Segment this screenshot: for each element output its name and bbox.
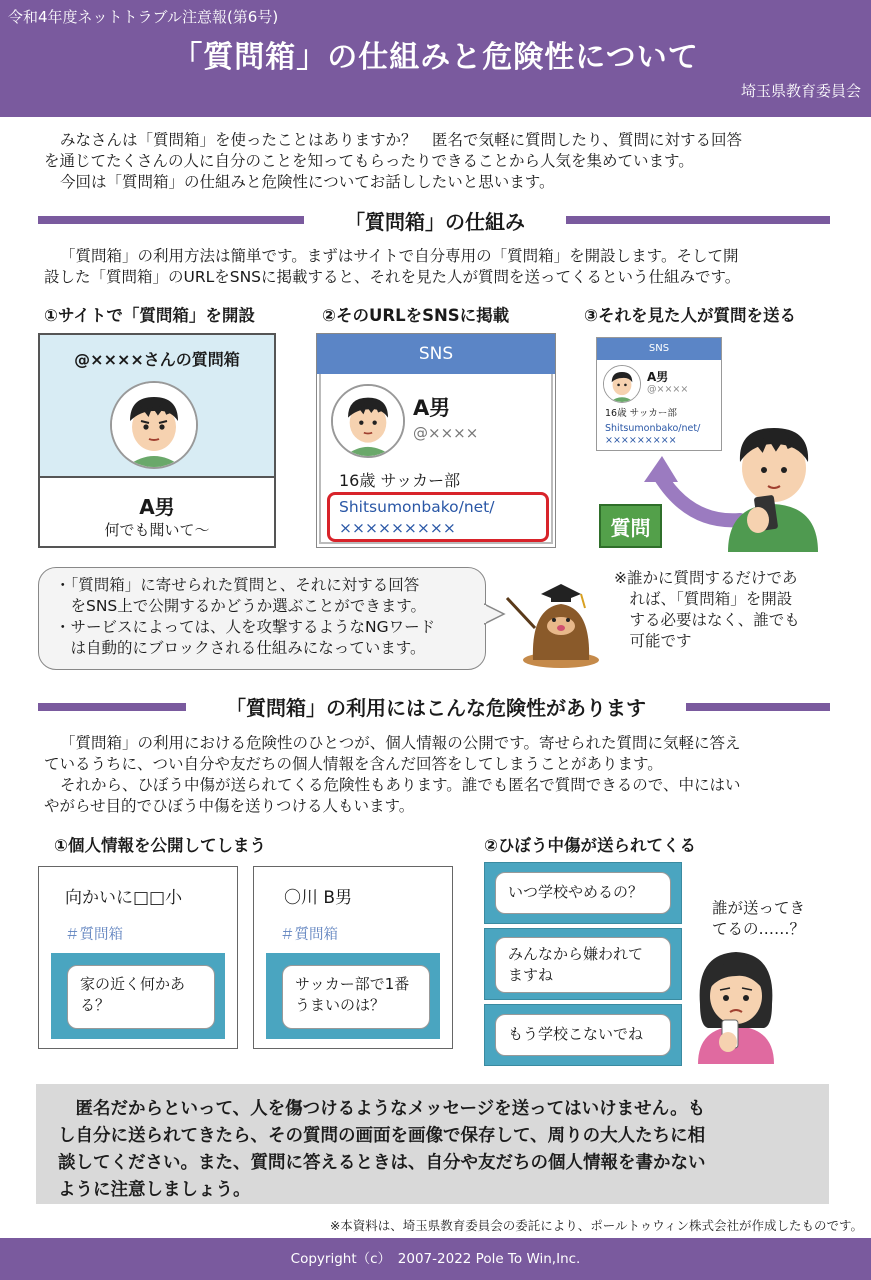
- question-box-label: @××××さんの質問箱: [74, 350, 240, 369]
- page-title: 「質問箱」の仕組みと危険性について: [172, 40, 699, 75]
- callout-line: は自動的にブロックされる仕組みになっています。: [55, 639, 426, 657]
- thought-text: [712, 898, 805, 940]
- mole-teacher-icon: [505, 568, 605, 668]
- question-box-url: [327, 492, 549, 542]
- body-line: それから、ひぼう中傷が送られてくる危険性もあります。誰でも匿名で質問できるので、中にはい: [60, 776, 741, 794]
- boy-avatar-icon: [603, 365, 641, 403]
- message-card: [484, 1004, 682, 1066]
- answer-text: 〇川 B男: [284, 888, 353, 908]
- danger2-label: ②ひぼう中傷が送られてくる: [484, 836, 696, 855]
- warning-line: 談してください。また、質問に答えるときは、自分や友だちの個人情報を書かない: [58, 1153, 706, 1173]
- note-line: れば、「質問箱」を開設: [614, 590, 793, 608]
- info-callout: [38, 567, 486, 670]
- message-card: [484, 928, 682, 1000]
- question-badge: 質問: [599, 504, 662, 548]
- question-panel: [51, 953, 225, 1039]
- body-line: 「質問箱」の利用方法は簡単です。まずはサイトで自分専用の「質問箱」を開設します。そして開: [60, 247, 739, 265]
- sns-header-small: SNS: [597, 338, 721, 360]
- question-line: 家の近く何かあ: [80, 975, 186, 993]
- header-band: [0, 0, 871, 117]
- note-line: 可能です: [614, 632, 692, 650]
- intro-line: みなさんは「質問箱」を使ったことはありますか？ 匿名で気軽に質問したり、質問に対する回答: [60, 131, 743, 149]
- message-bubble: もう学校こないでね: [495, 1014, 671, 1056]
- footnote: ※本資料は、埼玉県教育委員会の委託により、ポールトゥウィン株式会社が作成したものです。: [329, 1218, 863, 1233]
- hashtag: ＃質問箱: [65, 927, 123, 943]
- user-name: A男: [139, 495, 175, 519]
- question-bubble: [282, 965, 430, 1029]
- sns-profile-small: [596, 337, 722, 451]
- profile-name: A男: [413, 396, 451, 420]
- section1-title: 「質問箱」の仕組み: [345, 210, 525, 234]
- section-divider: [38, 703, 186, 711]
- question-bubble: [67, 965, 215, 1029]
- profile-bio-small: 16歳 サッカー部: [605, 408, 677, 419]
- note-line: ※誰かに質問するだけであ: [614, 569, 798, 587]
- url-line-small: ×××××××××: [605, 435, 677, 446]
- body-line: 「質問箱」の利用における危険性のひとつが、個人情報の公開です。寄せられた質問に気軽に答え: [60, 734, 741, 752]
- thought-line: 誰が送ってき: [712, 899, 806, 917]
- section-divider: [686, 703, 830, 711]
- danger1-label: ①個人情報を公開してしまう: [54, 836, 266, 855]
- message-card: [484, 862, 682, 924]
- callout-tail: [484, 600, 506, 630]
- section2-title: 「質問箱」の利用にはこんな危険性があります: [226, 696, 646, 720]
- section2-body: [44, 733, 844, 817]
- message-bubble: いつ学校やめるの？: [495, 872, 671, 914]
- profile-handle-small: @××××: [647, 384, 689, 395]
- question-line: うまいのは？: [295, 996, 386, 1014]
- warning-line: し自分に送られてきたら、その質問の画面を画像で保存して、周りの大人たちに相: [58, 1126, 706, 1146]
- step3-label: ③それを見た人が質問を送る: [584, 306, 796, 325]
- smartphone-boy-icon: [718, 420, 828, 552]
- message-line: ますね: [508, 966, 554, 984]
- intro-line: 今回は「質問箱」の仕組みと危険性についてお話ししたいと思います。: [60, 173, 555, 191]
- sns-header: SNS: [317, 334, 555, 374]
- url-line-small: Shitsumonbako/net/: [605, 423, 701, 434]
- answer-text: 向かいに□□小: [65, 888, 183, 908]
- answer-card: [253, 866, 453, 1049]
- callout-line: をSNS上で公開するかどうか選ぶことができます。: [55, 597, 427, 615]
- answer-card: [38, 866, 238, 1049]
- question-line: サッカー部で1番: [295, 975, 410, 993]
- intro-line: を通じてたくさんの人に自分のことを知ってもらったりできることから人気を集めています。: [44, 152, 694, 170]
- step1-label: ①サイトで「質問箱」を開設: [44, 306, 255, 325]
- body-line: 設した「質問箱」のURLをSNSに掲載すると、それを見た人が質問を送ってくるという仕組みです。: [44, 268, 741, 286]
- hashtag: ＃質問箱: [280, 927, 338, 943]
- warning-box: [36, 1084, 829, 1204]
- question-box-page: [38, 333, 276, 548]
- boy-avatar-icon: [331, 384, 405, 458]
- warning-line: ように注意しましょう。: [58, 1180, 251, 1200]
- message-bubble: [495, 937, 671, 993]
- side-note: [614, 568, 829, 652]
- sns-profile: [316, 333, 556, 548]
- thought-line: てるの……？: [712, 920, 806, 938]
- section-divider: [566, 216, 830, 224]
- section-divider: [38, 216, 304, 224]
- question-panel: [266, 953, 440, 1039]
- worried-girl-icon: [686, 944, 786, 1064]
- warning-line: 匿名だからといって、人を傷つけるようなメッセージを送ってはいけません。も: [58, 1099, 706, 1119]
- url-line: ×××××××××: [339, 519, 456, 537]
- body-line: やがらせ目的でひぼう中傷を送りつける人もいます。: [44, 797, 415, 815]
- footer-copyright: Copyright（c） 2007-2022 Pole To Win,Inc.: [0, 1238, 871, 1280]
- intro-text: [44, 130, 844, 193]
- issue-label: 令和4年度ネットトラブル注意報(第6号): [8, 8, 279, 26]
- question-line: る？: [80, 996, 111, 1014]
- message-line: みんなから嫌われて: [508, 945, 644, 963]
- organization-name: 埼玉県教育委員会: [740, 82, 861, 100]
- profile-name-small: A男: [647, 370, 669, 384]
- callout-line: ・サービスによっては、人を攻撃するようなNGワード: [55, 618, 436, 636]
- profile-handle: @××××: [413, 424, 479, 442]
- url-line: Shitsumonbako/net/: [339, 498, 495, 516]
- body-line: ているうちに、つい自分や友だちの個人情報を含んだ回答をしてしまうことがあります。: [44, 755, 663, 773]
- boy-avatar-icon: [110, 381, 198, 469]
- callout-line: ・「質問箱」に寄せられた質問と、それに対する回答: [55, 576, 420, 594]
- user-message: 何でも聞いて～: [104, 521, 210, 539]
- section1-body: [44, 246, 844, 288]
- step2-label: ②そのURLをSNSに掲載: [322, 306, 510, 325]
- profile-bio: 16歳 サッカー部: [339, 471, 461, 490]
- note-line: する必要はなく、誰でも: [614, 611, 800, 629]
- question-box-header: [40, 335, 274, 478]
